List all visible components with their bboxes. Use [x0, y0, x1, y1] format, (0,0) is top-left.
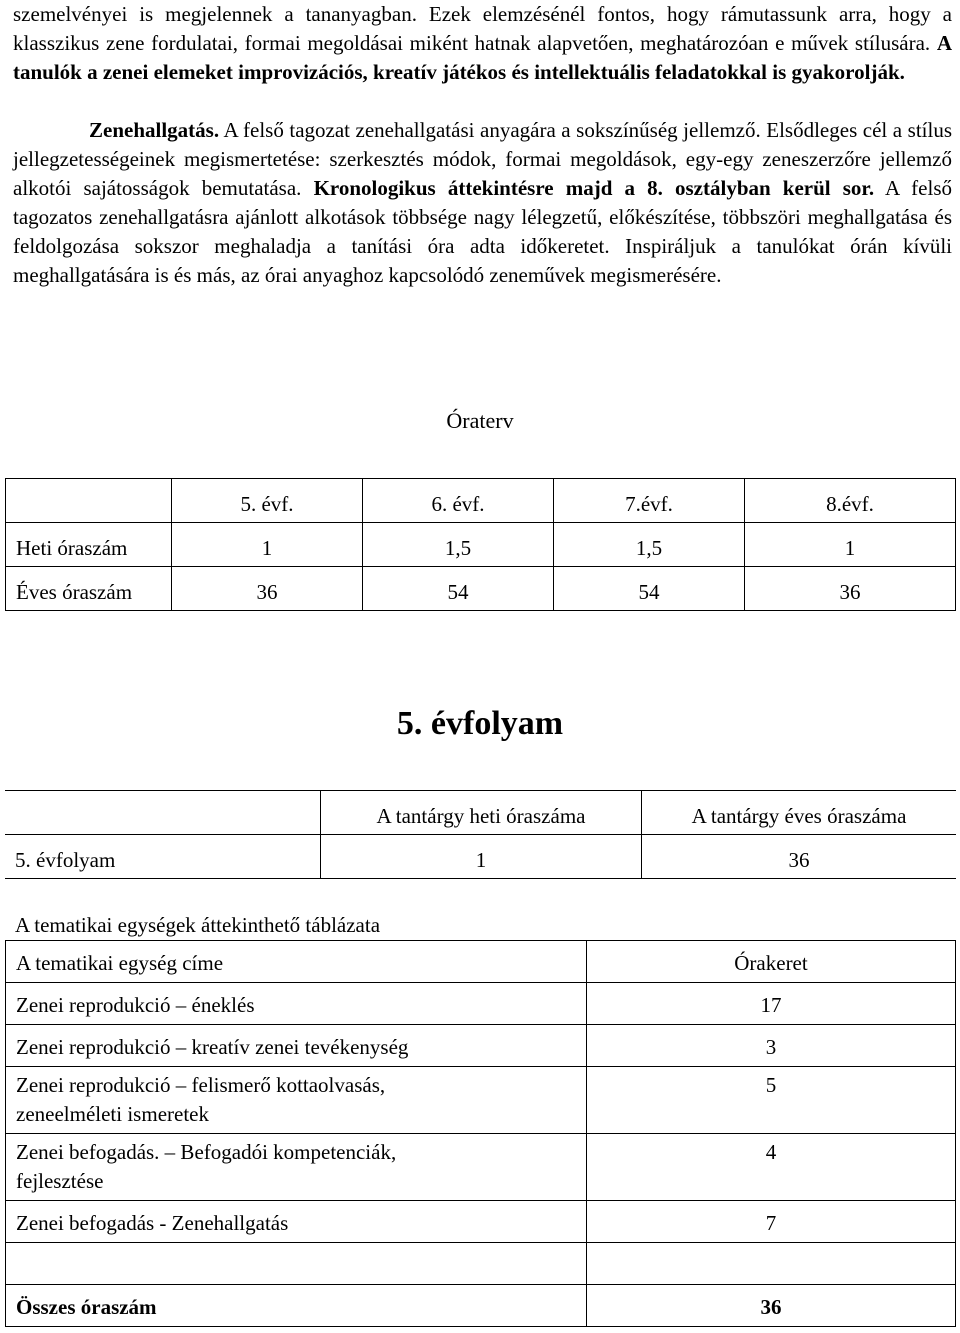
- table-cell: 54: [554, 567, 745, 611]
- table-row: [5, 835, 956, 879]
- table-header-cell: 8.évf.: [745, 479, 956, 523]
- table-row: [6, 1134, 956, 1201]
- intro-text: A felső tagozatos zenehallgatásra ajánlott alkotások többsége nagy lélegzetű, előkészítése, többszöri meghallgatása és feldolgozása sokszor meghaladja a tanítási óra adta időkeretet. Inspiráljuk a tanulókat órán kívüli meghallgatására is és más, az órai anyaghoz kapcsolódó zeneművek megismerésére.: [13, 176, 952, 287]
- table-cell: Heti óraszám: [6, 523, 172, 567]
- table-header-cell: [5, 791, 321, 835]
- table-cell: 4: [587, 1134, 956, 1201]
- table-cell: 5: [587, 1067, 956, 1134]
- table-cell: 1,5: [554, 523, 745, 567]
- table-header-cell: Órakeret: [587, 941, 956, 983]
- intro-paragraph-2: [13, 116, 952, 290]
- evfolyam-title: 5. évfolyam: [396, 705, 564, 742]
- tematika-table: [5, 940, 956, 1327]
- evfolyam-table: [5, 790, 956, 879]
- tematika-caption: A tematikai egységek áttekinthető táblázata: [15, 913, 381, 937]
- table-row: [6, 1025, 956, 1067]
- table-row: [6, 1067, 956, 1134]
- table-header-row: [6, 479, 956, 523]
- total-value: 36: [587, 1285, 956, 1327]
- table-cell: [6, 1243, 587, 1285]
- table-cell: Zenei reprodukció – felismerő kottaolvasás, zeneelméleti ismeretek: [6, 1067, 587, 1134]
- table-header-cell: A tantárgy éves óraszáma: [642, 791, 957, 835]
- table-cell: 1: [172, 523, 363, 567]
- table-cell: 36: [642, 835, 957, 879]
- table-total-row: [6, 1285, 956, 1327]
- table-row: [6, 1243, 956, 1285]
- table-cell: 3: [587, 1025, 956, 1067]
- oraterv-title: Óraterv: [446, 408, 514, 433]
- table-row: [6, 983, 956, 1025]
- intro-bold-text: Kronologikus áttekintésre majd a 8. osztályban kerül sor.: [313, 176, 875, 200]
- table-cell: 1: [745, 523, 956, 567]
- table-cell: 17: [587, 983, 956, 1025]
- table-cell: Zenei befogadás - Zenehallgatás: [6, 1201, 587, 1243]
- table-cell: 1,5: [363, 523, 554, 567]
- table-header-row: [6, 941, 956, 983]
- intro-text: szemelvényei is megjelennek a tananyagban. Ezek elemzésénél fontos, hogy rámutassunk arra, hogy a klasszikus zene fordulatai, formai megoldásai miként hatnak alapvetően, meghatározóan e művek stílusára.: [13, 2, 952, 55]
- table-cell: 36: [745, 567, 956, 611]
- total-label: Összes óraszám: [6, 1285, 587, 1327]
- table-header-cell: A tematikai egység címe: [6, 941, 587, 983]
- table-cell: [587, 1243, 956, 1285]
- table-cell: Zenei befogadás. – Befogadói kompetenciák, fejlesztése: [6, 1134, 587, 1201]
- table-header-cell: [6, 479, 172, 523]
- table-row: [6, 567, 956, 611]
- table-cell: 7: [587, 1201, 956, 1243]
- table-row: [6, 523, 956, 567]
- table-cell: Éves óraszám: [6, 567, 172, 611]
- table-row: [6, 1201, 956, 1243]
- oraterv-table: [5, 478, 956, 611]
- table-header-cell: 5. évf.: [172, 479, 363, 523]
- table-header-cell: A tantárgy heti óraszáma: [321, 791, 642, 835]
- table-header-row: [5, 791, 956, 835]
- table-header-cell: 7.évf.: [554, 479, 745, 523]
- table-cell: Zenei reprodukció – éneklés: [6, 983, 587, 1025]
- table-cell: 54: [363, 567, 554, 611]
- intro-bold-text: A tanulók a zenei elemeket improvizációs, kreatív játékos és intellektuális feladatokkal is gyakorolják.: [13, 31, 952, 84]
- intro-paragraph-1: [13, 0, 952, 87]
- table-header-cell: 6. évf.: [363, 479, 554, 523]
- table-cell: 36: [172, 567, 363, 611]
- table-cell: 5. évfolyam: [5, 835, 321, 879]
- zenehallgatas-heading: Zenehallgatás.: [89, 118, 220, 142]
- table-cell: Zenei reprodukció – kreatív zenei tevékenység: [6, 1025, 587, 1067]
- table-cell: 1: [321, 835, 642, 879]
- intro-text: A felső tagozat zenehallgatási anyagára a sokszínűség jellemző. Elsődleges cél a stílus jellegzetességeinek megismertetése: szerkesztés módok, formai megoldások, egy-egy zeneszerzőre jellemző alkotói sajátosságok bemutatása.: [13, 118, 952, 200]
